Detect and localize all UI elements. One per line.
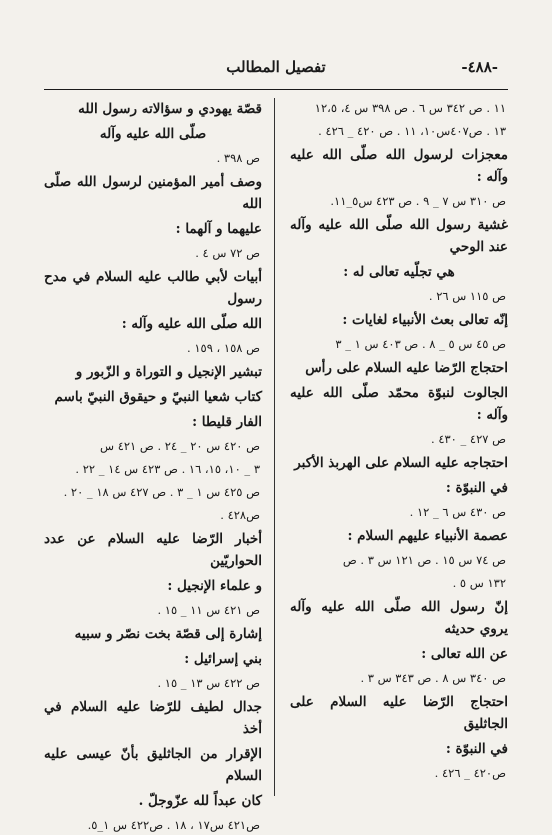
entry-heading: وصف أمير المؤمنين لرسول الله صلّى الله bbox=[44, 174, 262, 212]
entry-heading: إنّه تعالى بعث الأنبياء لغايات : bbox=[342, 312, 508, 328]
page-reference: ص ١١٥ س ٢٦ . bbox=[428, 289, 506, 303]
entry-heading: أبيات لأبي طالب عليه السلام في مدح رسول bbox=[44, 269, 262, 307]
page-reference: ص ٣١٠ س ٧ _ ٩ . ص ٤٢٣ س٥_١١. bbox=[330, 194, 506, 208]
entry-heading: هي تجلّيه تعالى له : bbox=[343, 264, 455, 280]
page-reference: ص ٤٣٠ س ٦ _ ١٢ . bbox=[409, 505, 506, 519]
page-reference: ١٣٢ س ٥ . bbox=[452, 576, 506, 590]
page-reference: ص ٤٢١ س ١١ _ ١٥ . bbox=[157, 603, 260, 617]
page-header bbox=[44, 58, 508, 82]
entry-heading: عن الله تعالى : bbox=[421, 646, 508, 662]
page-reference: ص ٤٢٠ س ٢٠ _ ٢٤ . ص ٤٢١ س bbox=[100, 439, 260, 453]
page-reference: ص ٤٥ س ٥ _ ٨ . ص ٤٠٣ س ١ _ ٣ bbox=[335, 337, 506, 351]
page-reference: ص ٤٢٢ س ١٣ _ ١٥ . bbox=[157, 676, 260, 690]
entry-heading: إنّ رسول الله صلّى الله عليه وآله يروي حديثه bbox=[290, 599, 508, 637]
entry-heading: غشية رسول الله صلّى الله عليه وآله عند الوحي bbox=[290, 217, 508, 255]
page-reference: ١١ . ص ٣٤٢ س ٦ . ص ٣٩٨ س ٤، ١٢،٥ bbox=[314, 101, 506, 115]
entry-heading: عليهما و آلهما : bbox=[175, 221, 262, 237]
page-reference: ص٤٢٨ . bbox=[220, 508, 260, 522]
page-reference: ص ١٥٨ ، ١٥٩ . bbox=[187, 341, 260, 355]
header-rule bbox=[44, 89, 508, 90]
entry-heading: جدال لطيف للرّضا عليه السلام في أخذ bbox=[44, 699, 262, 737]
page-reference: ٣ _ ١٠، ١٥، ١٦ . ص ٤٢٣ س ١٤ _ ٢٢ . bbox=[75, 462, 260, 476]
page-reference: ص٤٢١ س١٧ ، ١٨ . ص٤٢٢ س ١_٥. bbox=[87, 818, 260, 832]
entry-heading: في النبوّة : bbox=[445, 480, 508, 496]
page-reference: ١٣ . ص٤٠٧س١٠، ١١ . ص ٤٢٠ _ ٤٢٦ . bbox=[318, 124, 506, 138]
entry-heading: احتجاج الرّضا عليه السلام على رأس bbox=[305, 360, 508, 376]
entry-heading: احتجاجه عليه السلام على الهربذ الأكبر bbox=[294, 455, 508, 471]
entry-heading: و علماء الإنجيل : bbox=[167, 578, 262, 594]
page-reference: ص ٧٤ س ١٥ . ص ١٢١ س ٣ . ص bbox=[342, 553, 506, 567]
entry-heading: قصّة يهودي و سؤالاته رسول الله bbox=[78, 101, 262, 117]
entry-heading: كتاب شعيا النبيّ و حيقوق النبيّ باسم bbox=[54, 389, 262, 405]
entry-heading: صلّى الله عليه وآله bbox=[99, 126, 207, 142]
page-number: -٤٨٨- bbox=[461, 58, 498, 76]
entry-heading: الله صلّى الله عليه وآله : bbox=[121, 316, 262, 332]
right-column bbox=[286, 98, 508, 796]
entry-heading: في النبوّة : bbox=[445, 741, 508, 757]
entry-heading: كان عبداً لله عزّوجلّ . bbox=[138, 793, 262, 809]
page-reference: ص ٤٢٥ س ١ _ ٣ . ص ٤٢٧ س ١٨ _ ٢٠ . bbox=[63, 485, 260, 499]
text-columns bbox=[44, 98, 508, 832]
left-column bbox=[44, 98, 266, 832]
entry-heading: عصمة الأنبياء عليهم السلام : bbox=[347, 528, 508, 544]
running-title: تفصيل المطالب bbox=[226, 58, 326, 76]
entry-heading: بني إسرائيل : bbox=[184, 651, 262, 667]
entry-heading: معجزات لرسول الله صلّى الله عليه وآله : bbox=[290, 147, 508, 185]
page-reference: ص ٤٢٧ _ ٤٣٠ . bbox=[431, 432, 506, 446]
entry-heading: تبشير الإنجيل و التوراة و الزّبور و bbox=[75, 364, 262, 380]
entry-heading: الإقرار من الجاثليق بأنّ عيسى عليه السلام bbox=[44, 746, 262, 784]
column-divider bbox=[274, 98, 275, 796]
page-reference: ص ٧٢ س ٤ . bbox=[195, 246, 260, 260]
entry-heading: إشارة إلى قصّة بخت نصّر و سبيه bbox=[74, 626, 262, 642]
page-reference: ص ٣٤٠ س ٨ . ص ٣٤٣ س ٣ . bbox=[360, 671, 506, 685]
page-reference: ص ٣٩٨ . bbox=[216, 151, 260, 165]
entry-heading: احتجاج الرّضا عليه السلام على الجاثليق bbox=[290, 694, 508, 732]
entry-heading: أخبار الرّضا عليه السلام عن عدد الحواريّين bbox=[44, 531, 262, 569]
page-reference: ص٤٢٠ _ ٤٢٦ . bbox=[434, 766, 506, 780]
entry-heading: الفار قليطا : bbox=[192, 414, 262, 430]
entry-heading: الجالوت لنبوّة محمّد صلّى الله عليه وآله : bbox=[290, 385, 508, 423]
